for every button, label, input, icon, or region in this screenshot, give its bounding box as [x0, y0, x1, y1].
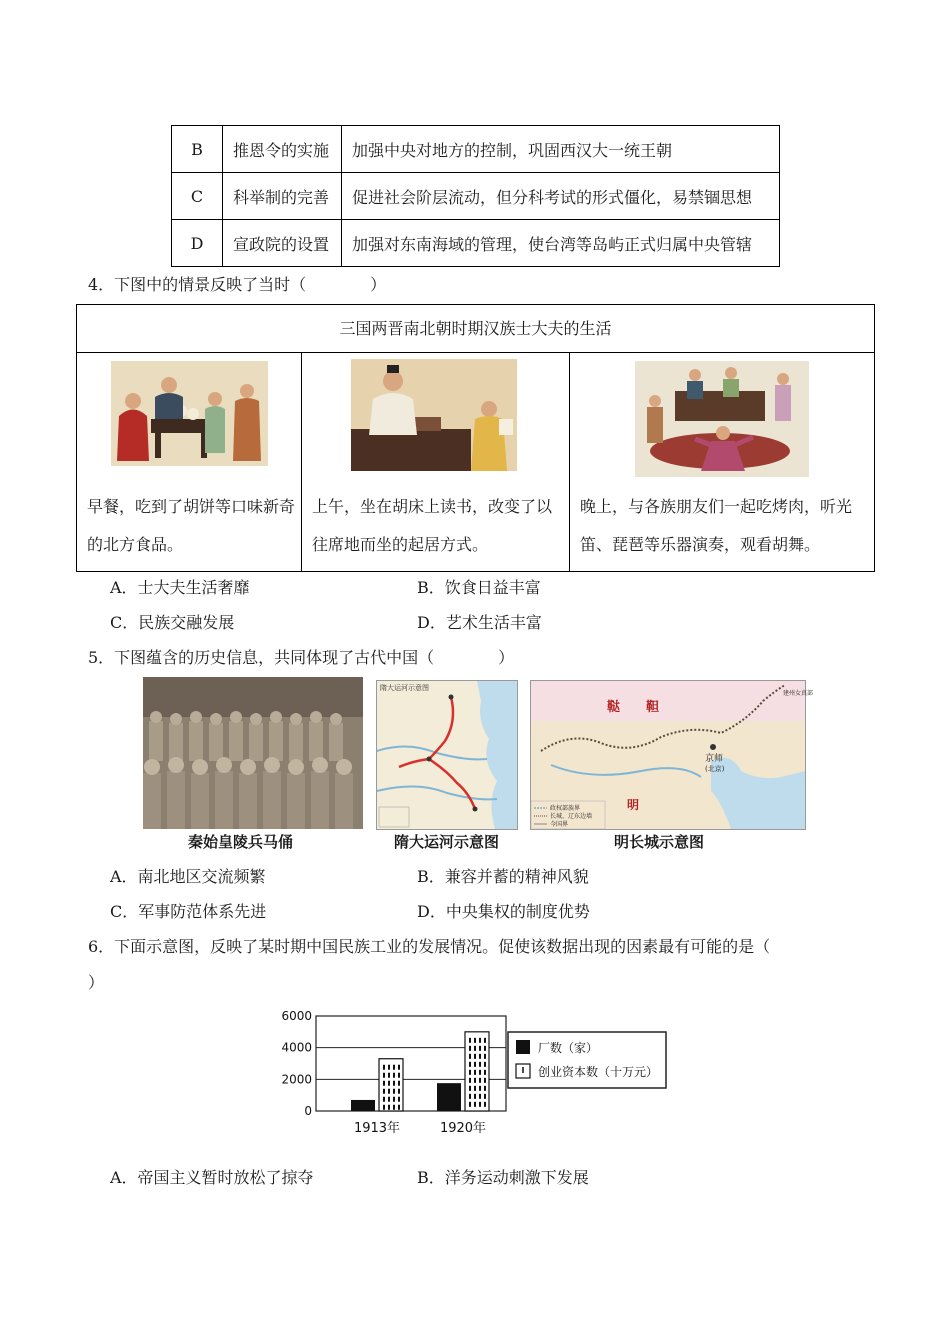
legend-label-capital: 创业资本数（十万元）	[538, 1065, 659, 1079]
building-window	[469, 1046, 471, 1051]
x-tick-label: 1913年	[353, 1121, 401, 1136]
building-window	[474, 1046, 476, 1051]
q6-option-a[interactable]: A．帝国主义暂时放松了掠夺	[110, 1168, 314, 1187]
building-window	[474, 1054, 476, 1059]
q5-option-d[interactable]: D．中央集权的制度优势	[417, 902, 590, 921]
q5-option-c[interactable]: C．军事防范体系先进	[110, 902, 267, 921]
legend-label-factories: 厂数（家）	[538, 1041, 599, 1055]
jianzhou-label: 建州女真部	[783, 690, 814, 697]
building-window	[388, 1065, 390, 1070]
feast-illustration	[635, 361, 809, 477]
building-window	[479, 1070, 481, 1075]
building-window	[479, 1038, 481, 1043]
q5-stem: 5．下图蕴含的历史信息，共同体现了古代中国（ ）	[88, 648, 515, 667]
building-window	[398, 1089, 400, 1094]
building-window	[388, 1089, 390, 1094]
option-key: B	[172, 126, 223, 173]
y-tick-label: 4000	[281, 1040, 312, 1055]
table-row	[172, 173, 780, 220]
breakfast-illustration	[111, 361, 268, 466]
building-window	[383, 1097, 385, 1102]
building-window	[479, 1102, 481, 1107]
building-window	[484, 1094, 486, 1099]
q6-stem-line2: ）	[88, 973, 105, 992]
canal-map-title: 隋大运河示意图	[380, 684, 429, 692]
tatar-label: 鞑 靼	[607, 700, 660, 715]
building-window	[383, 1065, 385, 1070]
building-window	[479, 1046, 481, 1051]
building-window	[479, 1062, 481, 1067]
building-window	[383, 1089, 385, 1094]
table-row	[172, 220, 780, 267]
legend-swatch-factories	[516, 1040, 530, 1054]
sui-canal-map	[376, 680, 518, 830]
building-window	[388, 1097, 390, 1102]
building-window	[479, 1078, 481, 1083]
industry-chart	[280, 1000, 680, 1140]
q4-option-a[interactable]: A．士大夫生活奢靡	[110, 578, 250, 597]
building-window	[388, 1105, 390, 1110]
ming-great-wall-map	[530, 680, 814, 830]
building-window	[474, 1070, 476, 1075]
q6-option-b[interactable]: B．洋务运动刺激下发展	[417, 1168, 589, 1187]
q3-options-table	[171, 125, 780, 267]
breakfast-caption: 早餐，吃到了胡饼等口味新奇的北方食品。	[87, 497, 296, 554]
building-window	[388, 1081, 390, 1086]
terracotta-caption: 秦始皇陵兵马俑	[188, 833, 294, 851]
terracotta-army-photo	[143, 677, 363, 829]
legend-boundary: 政权部族界	[550, 805, 581, 812]
building-window	[393, 1089, 395, 1094]
building-window	[484, 1062, 486, 1067]
option-topic: 推恩令的实施	[223, 126, 342, 173]
building-window	[484, 1086, 486, 1091]
building-window	[479, 1054, 481, 1059]
canal-caption: 隋大运河示意图	[394, 833, 500, 851]
table-row	[172, 126, 780, 173]
bar-factories	[351, 1100, 375, 1111]
q4-scene-table	[76, 304, 875, 572]
building-window	[393, 1081, 395, 1086]
feast-caption: 晚上，与各族朋友们一起吃烤肉，听光笛、琵琶等乐器演奏，观看胡舞。	[580, 497, 853, 554]
building-window	[474, 1038, 476, 1043]
option-key: C	[172, 173, 223, 220]
reading-illustration	[351, 359, 517, 471]
building-window	[393, 1097, 395, 1102]
ming-label: 明	[627, 798, 640, 812]
q4-option-c[interactable]: C．民族交融发展	[110, 613, 235, 632]
y-tick-label: 2000	[281, 1072, 312, 1087]
legend-border: 今国界	[550, 821, 569, 828]
building-window	[469, 1070, 471, 1075]
building-window	[469, 1094, 471, 1099]
option-topic: 科举制的完善	[223, 173, 342, 220]
building-window	[469, 1054, 471, 1059]
building-window	[398, 1081, 400, 1086]
building-window	[479, 1086, 481, 1091]
building-window	[484, 1038, 486, 1043]
option-key: D	[172, 220, 223, 267]
bar-factories	[437, 1083, 461, 1111]
y-tick-label: 0	[304, 1104, 312, 1118]
building-window	[383, 1073, 385, 1078]
x-tick-label: 1920年	[439, 1121, 487, 1136]
building-window	[484, 1070, 486, 1075]
building-window	[479, 1094, 481, 1099]
q5-option-b[interactable]: B．兼容并蓄的精神风貌	[417, 867, 589, 886]
reading-caption: 上午，坐在胡床上读书，改变了以往席地而坐的起居方式。	[312, 497, 553, 554]
building-window	[388, 1073, 390, 1078]
building-window	[474, 1078, 476, 1083]
option-desc: 加强对东南海域的管理，使台湾等岛屿正式归属中央管辖	[342, 220, 780, 267]
building-window	[383, 1105, 385, 1110]
wall-caption: 明长城示意图	[614, 833, 705, 851]
building-window	[393, 1105, 395, 1110]
building-window	[484, 1102, 486, 1107]
building-window	[474, 1062, 476, 1067]
building-window	[383, 1081, 385, 1086]
q4-table-title: 三国两晋南北朝时期汉族士大夫的生活	[77, 305, 874, 353]
legend-wall: 长城、辽东边墙	[550, 813, 593, 820]
q4-option-b[interactable]: B．饮食日益丰富	[417, 578, 541, 597]
y-tick-label: 6000	[281, 1009, 312, 1023]
q4-stem: 4．下图中的情景反映了当时（ ）	[88, 275, 387, 294]
building-window	[398, 1097, 400, 1102]
building-window	[469, 1086, 471, 1091]
building-window	[474, 1094, 476, 1099]
option-desc: 促进社会阶层流动，但分科考试的形式僵化，易禁锢思想	[342, 173, 780, 220]
building-window	[398, 1105, 400, 1110]
building-window	[474, 1102, 476, 1107]
building-window	[484, 1046, 486, 1051]
building-window	[469, 1102, 471, 1107]
building-window	[398, 1073, 400, 1078]
building-window	[484, 1078, 486, 1083]
building-window	[469, 1078, 471, 1083]
building-window	[393, 1065, 395, 1070]
option-desc: 加强中央对地方的控制，巩固西汉大一统王朝	[342, 126, 780, 173]
q5-option-a[interactable]: A．南北地区交流频繁	[110, 867, 266, 886]
q6-stem-line1: 6．下面示意图，反映了某时期中国民族工业的发展情况。促使该数据出现的因素最有可能的是（	[88, 937, 771, 956]
building-window	[469, 1062, 471, 1067]
chart-legend	[508, 1032, 666, 1088]
capital-sub-label: (北京)	[705, 765, 725, 773]
building-window	[484, 1054, 486, 1059]
building-window	[398, 1065, 400, 1070]
building-window	[474, 1086, 476, 1091]
option-topic: 宣政院的设置	[223, 220, 342, 267]
q4-option-d[interactable]: D．艺术生活丰富	[417, 613, 542, 632]
capital-label: 京师	[705, 754, 724, 764]
building-window	[469, 1038, 471, 1043]
building-window	[393, 1073, 395, 1078]
